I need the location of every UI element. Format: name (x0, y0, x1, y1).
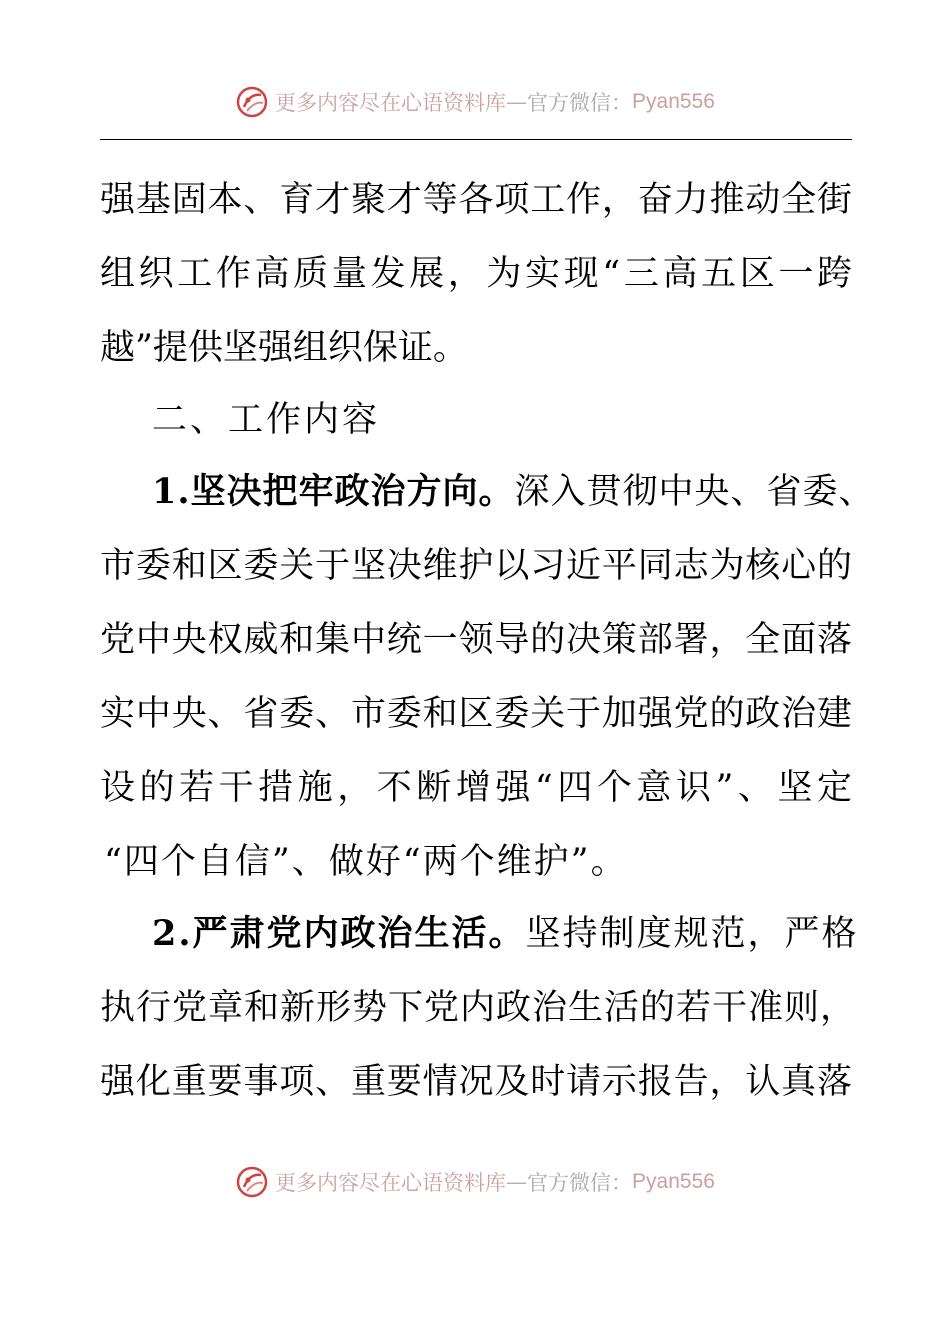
banner-wechat-label: 官方微信： (527, 91, 633, 115)
paragraph-item-2-first-line (152, 909, 859, 959)
banner-wechat-id: Pyan556 (632, 90, 715, 113)
banner-separator: — (506, 1170, 528, 1194)
section-heading: 二、工作内容 (152, 400, 381, 440)
banner-site-name: 更多内容尽在心语资料库 (275, 91, 507, 115)
item-2-heading: 2.严肃党内政治生活。 (152, 913, 526, 954)
text-line: 组织工作高质量发展，为实现“三高五区一跨 (100, 254, 852, 294)
text-line: 强基固本、育才聚才等各项工作，奋力推动全街 (100, 180, 852, 220)
banner-wechat-label: 官方微信： (527, 1171, 633, 1195)
text-span: 坚持制度规范，严格 (525, 914, 859, 954)
text-line: 设的若干措施，不断增强“四个意识”、坚定 (100, 768, 852, 808)
header-rule (100, 139, 852, 140)
banner-separator: — (506, 90, 528, 114)
footer-watermark (0, 1162, 950, 1202)
text-line: “四个自信”、做好“两个维护”。 (104, 842, 628, 882)
logo-icon (235, 1165, 269, 1199)
logo-icon (235, 85, 269, 119)
banner-wechat-id: Pyan556 (632, 1170, 715, 1193)
paragraph-item-1-first-line (152, 467, 875, 517)
text-line: 市委和区委关于坚决维护以习近平同志为核心的 (100, 546, 852, 586)
banner-site-name: 更多内容尽在心语资料库 (275, 1171, 507, 1195)
text-line: 执行党章和新形势下党内政治生活的若干准则， (100, 988, 857, 1028)
header-watermark (0, 82, 950, 122)
text-line: 实中央、省委、市委和区委关于加强党的政治建 (100, 694, 852, 734)
text-line: 党中央权威和集中统一领导的决策部署，全面落 (100, 620, 852, 660)
item-1-heading: 1.坚决把牢政治方向。 (152, 471, 515, 512)
text-span: 深入贯彻中央、省委、 (514, 472, 875, 512)
text-line: 越”提供坚强组织保证。 (100, 328, 468, 368)
text-line: 强化重要事项、重要情况及时请示报告，认真落 (100, 1062, 852, 1102)
